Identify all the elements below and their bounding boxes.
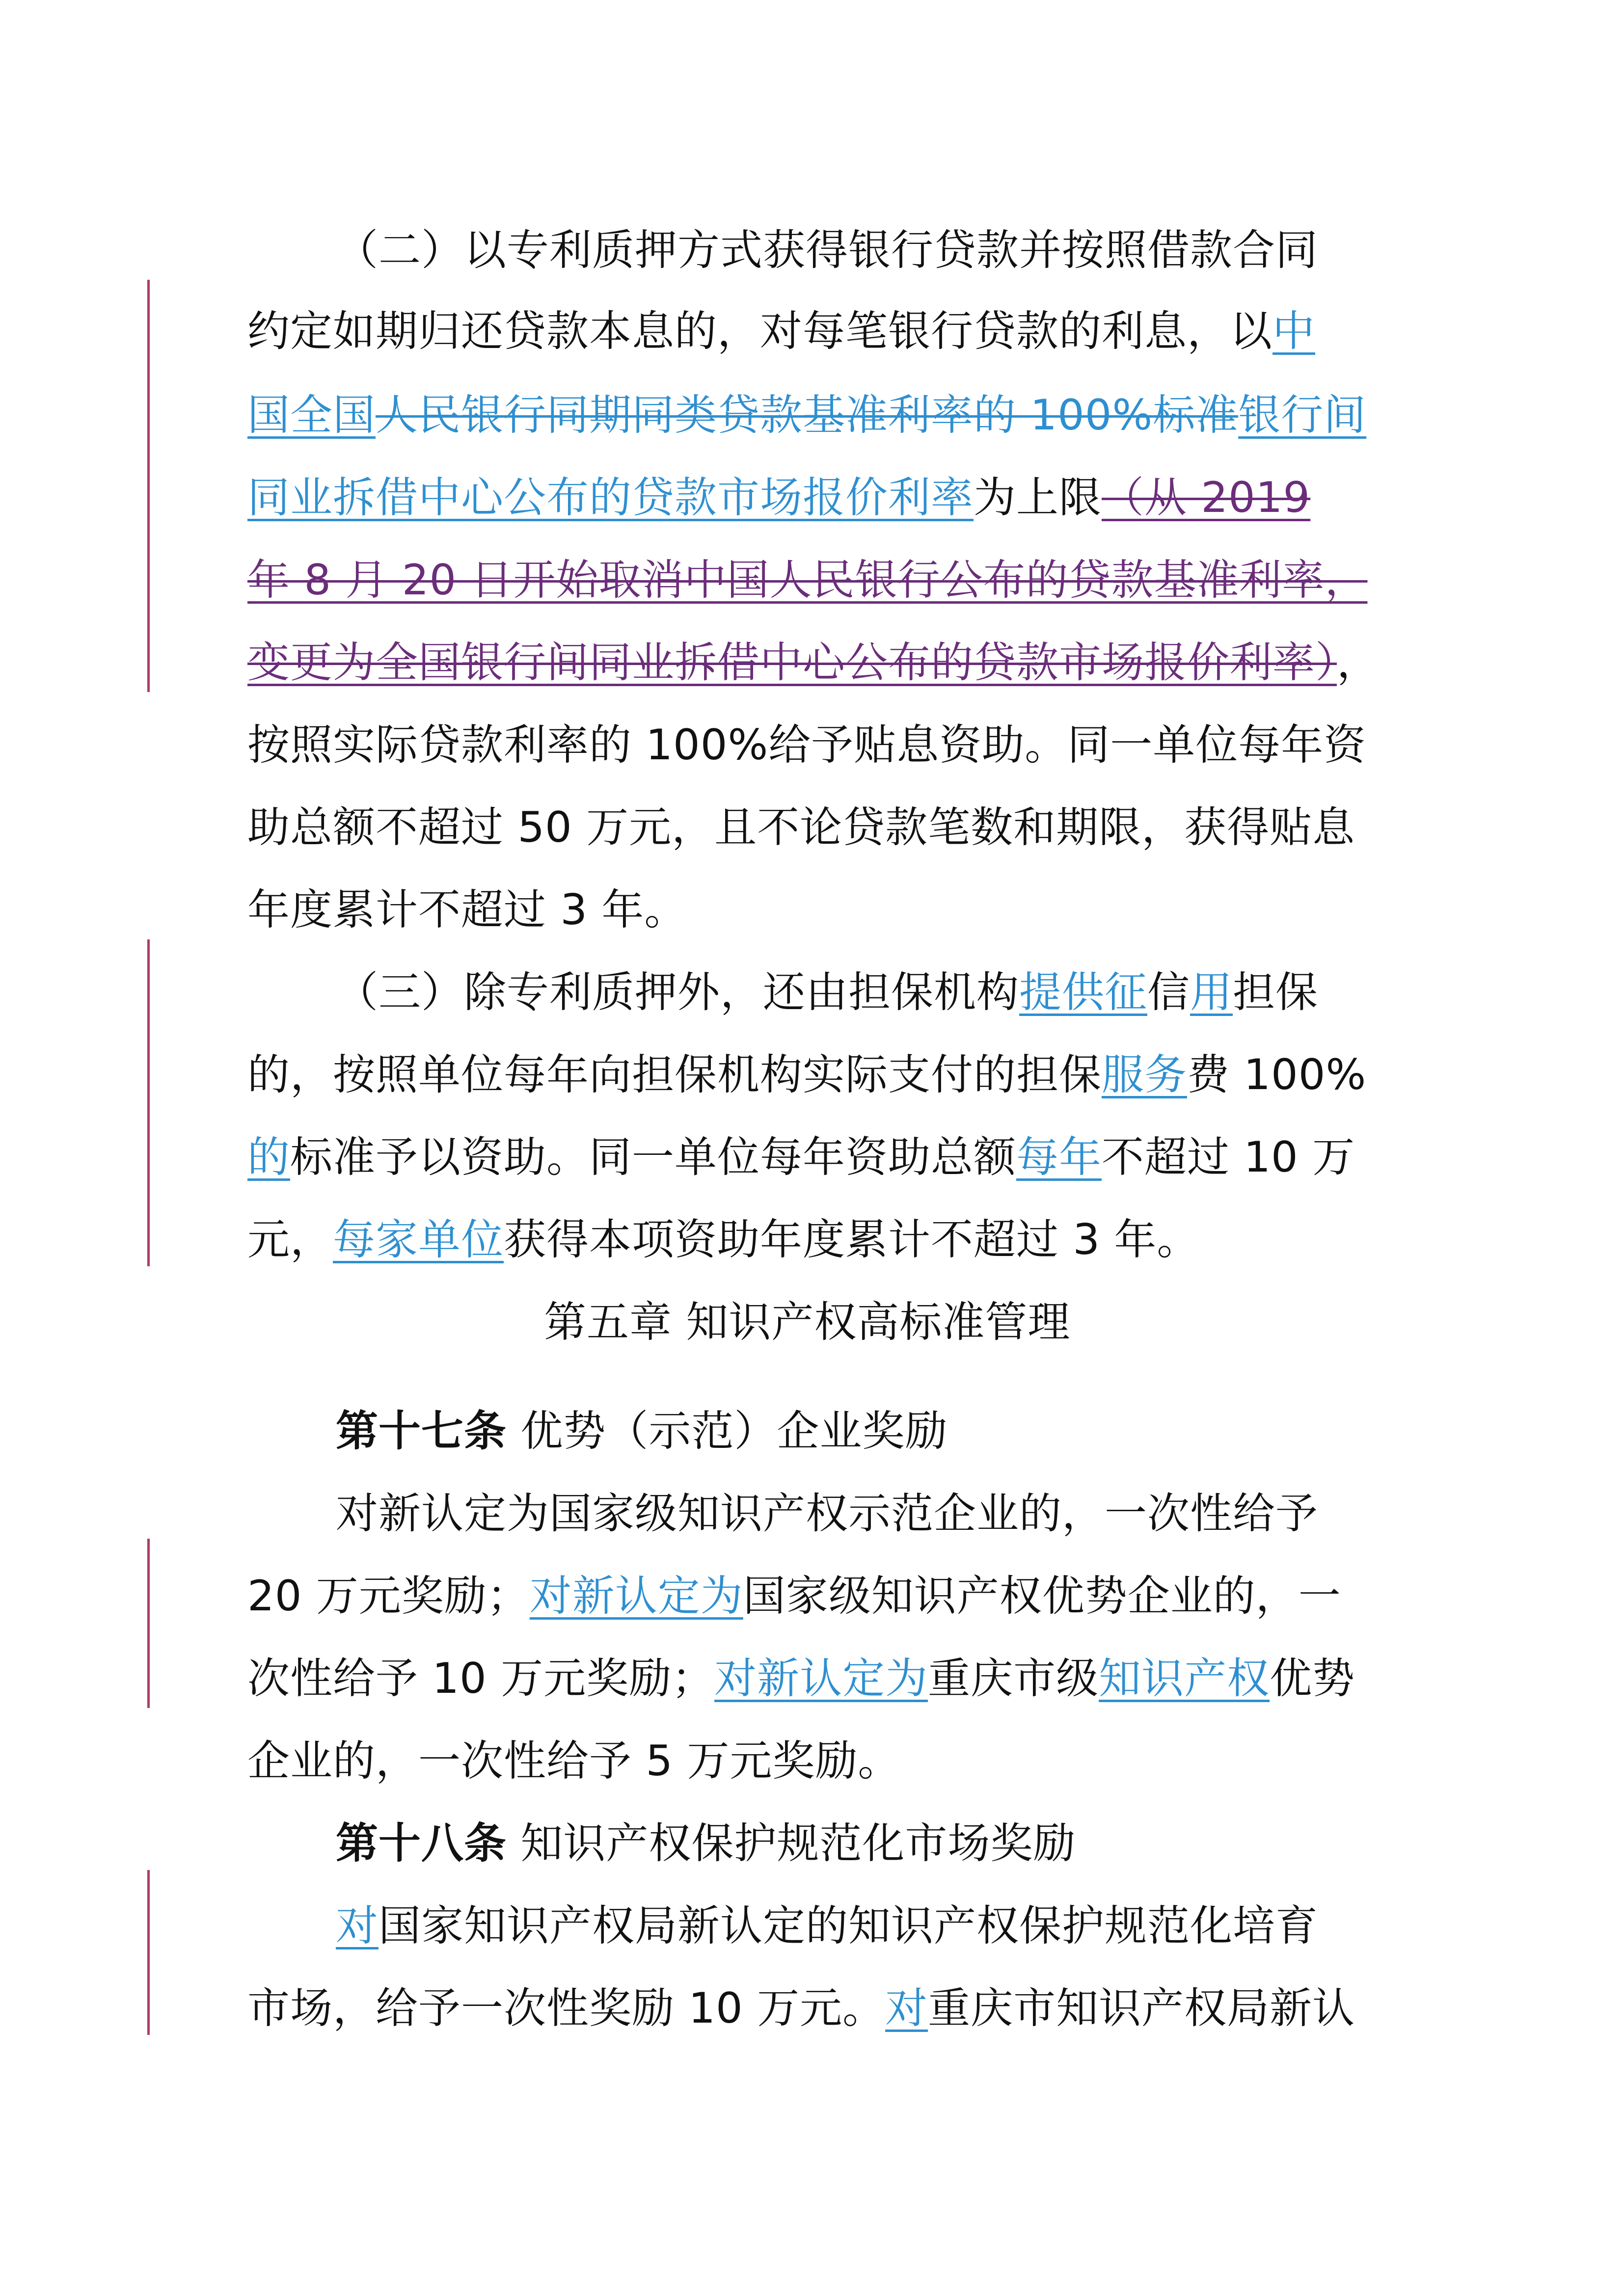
text-run: 优势（示范）企业奖励: [507, 1407, 948, 1456]
inserted-text: 对: [336, 1901, 379, 1950]
change-bar: [147, 280, 150, 692]
text-line: [247, 1979, 1355, 2038]
article-number: 第十七条: [336, 1407, 507, 1456]
text-run: 按照实际贷款利率的 100%给予贴息资助。同一单位每年资: [247, 721, 1367, 770]
text-run: ，: [1337, 638, 1380, 687]
text-run: 20 万元奖励；: [247, 1572, 530, 1621]
text-line: [336, 1896, 1318, 1955]
inserted-text: 用: [1190, 968, 1233, 1017]
text-run: 年度累计不超过 3 年。: [247, 885, 687, 934]
inserted-deleted-text: 变更为全国银行间同业拆借中心公布的贷款市场报价利率）: [247, 638, 1337, 687]
text-run: （二）以专利质押方式获得银行贷款并按照借款合同: [336, 226, 1318, 275]
text-run: 国家级知识产权优势企业的，一: [743, 1572, 1341, 1621]
text-line: [247, 302, 1315, 361]
text-run: 费 100%: [1187, 1050, 1367, 1099]
inserted-text: 每年: [1016, 1133, 1102, 1182]
deleted-text: 人民银行同期同类贷款基准利率的 100%: [376, 391, 1153, 440]
inserted-text: 银行间: [1238, 391, 1367, 440]
inserted-text: 同业拆借中心公布的贷款市场报价利率: [247, 473, 974, 522]
text-line: [336, 1814, 1076, 1873]
text-run: 国家知识产权局新认定的知识产权保护规范化培育: [379, 1901, 1318, 1950]
text-run: 企业的，一次性给予 5 万元奖励。: [247, 1736, 901, 1786]
text-line: [247, 633, 1380, 692]
text-run: 获得本项资助年度累计不超过 3 年。: [504, 1215, 1200, 1264]
text-run: 元，: [247, 1215, 333, 1264]
text-run: 助总额不超过 50 万元，且不论贷款笔数和期限，获得贴息: [247, 803, 1355, 852]
text-run: 次性给予 10 万元奖励；: [247, 1654, 715, 1703]
text-line: [336, 221, 1318, 280]
change-bar: [147, 939, 150, 1266]
text-line: [247, 1128, 1355, 1187]
inserted-text: 知识产权: [1099, 1654, 1270, 1703]
text-line: [336, 1402, 947, 1461]
change-bar: [147, 1870, 150, 2035]
inserted-deleted-text: （从 2019: [1102, 473, 1311, 522]
deleted-text: 标准: [1153, 391, 1239, 440]
text-line: [247, 1649, 1355, 1708]
text-run: 为上限: [974, 473, 1102, 522]
text-line: [247, 1732, 900, 1790]
text-run: （三）除专利质押外，还由担保机构: [336, 968, 1019, 1017]
text-line: [247, 551, 1368, 610]
text-run: 对新认定为国家级知识产权示范企业的，一次性给予: [336, 1489, 1318, 1538]
text-run: 不超过 10 万: [1102, 1133, 1355, 1182]
inserted-text: 的: [247, 1133, 290, 1182]
text-line: [336, 963, 1318, 1022]
text-run: 约定如期归还贷款本息的，对每笔银行贷款的利息，以: [247, 307, 1272, 356]
inserted-text: 每家单位: [333, 1215, 504, 1264]
text-run: 信: [1147, 968, 1190, 1017]
text-run: 市场，给予一次性奖励 10 万元。: [247, 1984, 886, 2033]
text-run: 优势: [1270, 1654, 1355, 1703]
text-run: 担保: [1233, 968, 1318, 1017]
inserted-text: 中: [1272, 307, 1315, 356]
inserted-text: 国: [247, 391, 290, 440]
text-run: 知识产权保护规范化市场奖励: [507, 1819, 1076, 1868]
text-run: 标准予以资助。同一单位每年资助总额: [290, 1133, 1016, 1182]
text-run: 重庆市知识产权局新认: [928, 1984, 1355, 2033]
text-line: [247, 798, 1355, 857]
inserted-text: 服务: [1102, 1050, 1187, 1099]
text-run: 第五章 知识产权高标准管理: [544, 1298, 1071, 1347]
text-line: [247, 881, 687, 939]
change-bar: [147, 1539, 150, 1708]
inserted-text: 对新认定为: [529, 1572, 743, 1621]
text-run: 的，按照单位每年向担保机构实际支付的担保: [247, 1050, 1102, 1099]
text-line: [247, 386, 1366, 445]
inserted-text: 对新认定为: [714, 1654, 928, 1703]
inserted-text: 提供征: [1019, 968, 1147, 1017]
text-line: [247, 1210, 1199, 1269]
text-line: [247, 1045, 1366, 1104]
text-line: [247, 716, 1366, 774]
inserted-text: 对: [885, 1984, 928, 2033]
article-number: 第十八条: [336, 1819, 507, 1868]
inserted-deleted-text: 年 8 月 20 日开始取消中国人民银行公布的贷款基准利率，: [247, 556, 1368, 605]
chapter-heading: [544, 1293, 1070, 1352]
text-line: [336, 1484, 1318, 1543]
text-run: 重庆市级: [928, 1654, 1099, 1703]
inserted-text: 全国: [290, 391, 376, 440]
text-line: [247, 468, 1310, 527]
text-line: [247, 1567, 1341, 1626]
